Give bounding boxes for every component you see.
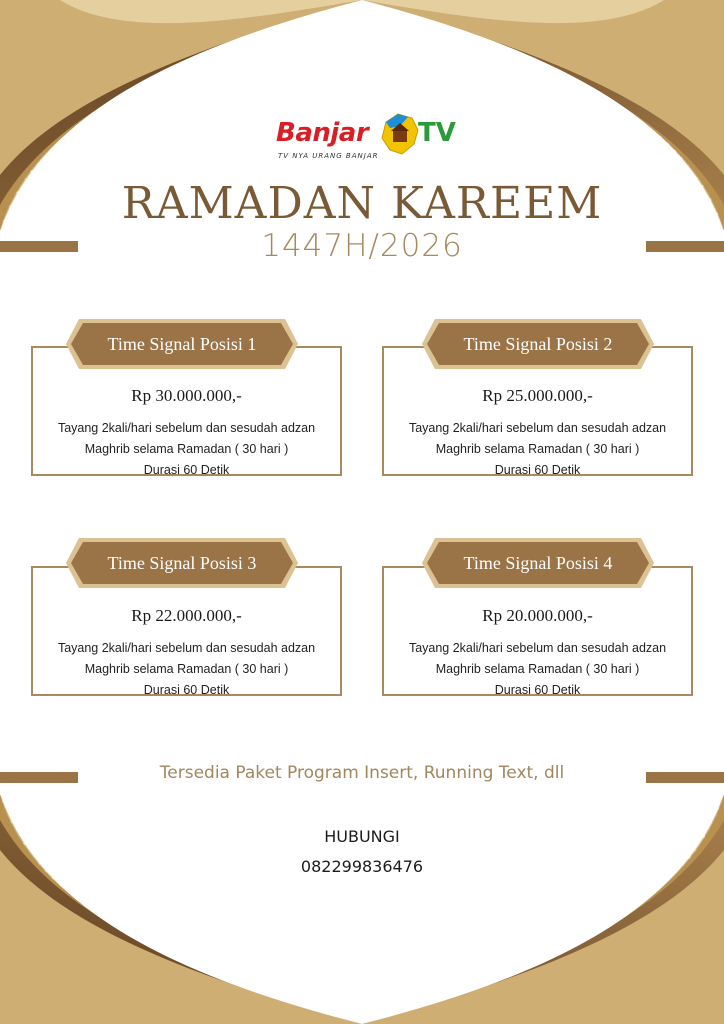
brand-name-part2: TV: [418, 118, 456, 148]
package-desc-line1: Tayang 2kali/hari sebelum dan sesudah adzan: [408, 421, 667, 435]
brand-name-part1: Banjar: [276, 118, 369, 148]
package-desc-line2: Maghrib selama Ramadan ( 30 hari ): [84, 662, 289, 676]
package-badge-label: Time Signal Posisi 2: [463, 333, 613, 354]
package-badge-label: Time Signal Posisi 3: [107, 552, 257, 573]
package-desc-line3: Durasi 60 Detik: [143, 683, 230, 697]
package-price: Rp 30.000.000,-: [131, 386, 242, 405]
package-desc-line2: Maghrib selama Ramadan ( 30 hari ): [84, 442, 289, 456]
extra-packages-text: Tersedia Paket Program Insert, Running Text, dll: [159, 763, 565, 783]
brand-tagline: TV NYA URANG BANJAR: [278, 152, 379, 160]
package-description: [384, 638, 691, 701]
contact-label: HUBUNGI: [324, 827, 400, 846]
package-desc-line3: Durasi 60 Detik: [143, 463, 230, 477]
package-badge-2: [421, 318, 655, 370]
package-desc-line2: Maghrib selama Ramadan ( 30 hari ): [435, 662, 640, 676]
brand-logo: [0, 112, 724, 168]
package-description: [384, 418, 691, 481]
package-price: Rp 20.000.000,-: [482, 606, 593, 625]
package-price: Rp 25.000.000,-: [482, 386, 593, 405]
contact-phone: 082299836476: [300, 857, 424, 876]
page-title: RAMADAN KAREEM: [121, 178, 603, 229]
package-description: [33, 638, 340, 701]
contact-block: [0, 822, 724, 882]
package-badge-4: [421, 537, 655, 589]
package-desc-line2: Maghrib selama Ramadan ( 30 hari ): [435, 442, 640, 456]
package-desc-line1: Tayang 2kali/hari sebelum dan sesudah adzan: [408, 641, 667, 655]
package-badge-1: [65, 318, 299, 370]
package-desc-line3: Durasi 60 Detik: [494, 683, 581, 697]
package-price: Rp 22.000.000,-: [131, 606, 242, 625]
package-badge-label: Time Signal Posisi 1: [107, 333, 257, 354]
borneo-map-icon: [378, 112, 422, 158]
package-desc-line3: Durasi 60 Detik: [494, 463, 581, 477]
package-badge-label: Time Signal Posisi 4: [463, 552, 613, 573]
package-desc-line1: Tayang 2kali/hari sebelum dan sesudah adzan: [57, 641, 316, 655]
page-year: 1447H/2026: [261, 228, 463, 264]
package-desc-line1: Tayang 2kali/hari sebelum dan sesudah adzan: [57, 421, 316, 435]
bottom-ornament: [0, 760, 724, 1024]
package-description: [33, 418, 340, 481]
package-badge-3: [65, 537, 299, 589]
